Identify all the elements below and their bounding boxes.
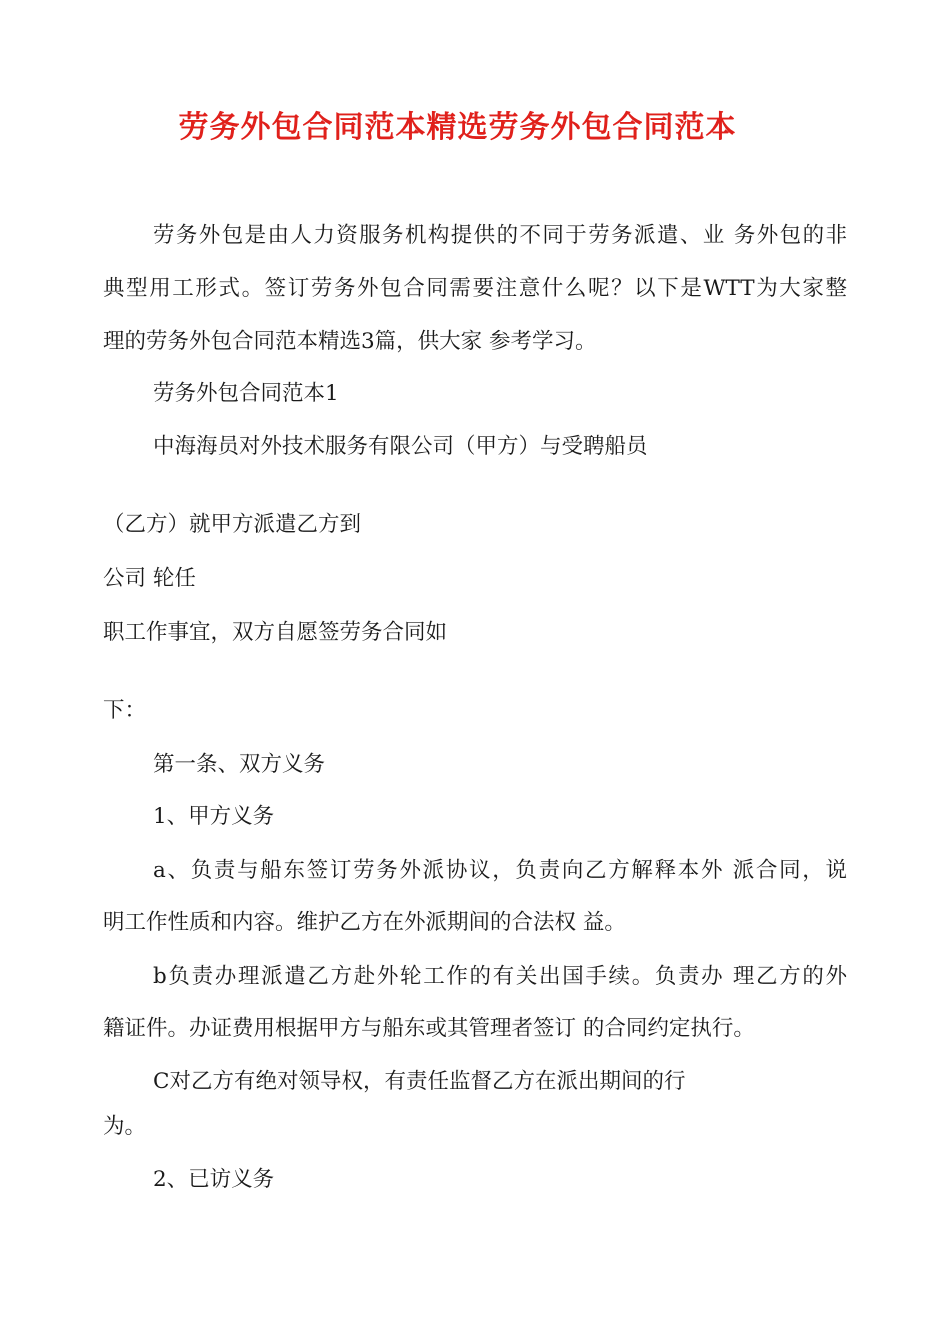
item-a-line-1: a、负责与船东签订劳务外派协议，负责向乙方解释本外 派合同，说 <box>153 858 847 883</box>
parties-line-4: 职工作事宜，双方自愿签劳务合同如 <box>103 620 448 645</box>
section-2-heading: 2、已访义务 <box>153 1167 275 1192</box>
parties-line-3: 公司 轮任 <box>103 566 196 591</box>
intro-line-3: 理的劳务外包合同范本精选3篇，供大家 参考学习。 <box>103 329 597 354</box>
section-1-heading: 1、甲方义务 <box>153 804 275 829</box>
document-title: 劳务外包合同范本精选劳务外包合同范本 <box>178 110 737 145</box>
item-c-line-1: C对乙方有绝对领导权，有责任监督乙方在派出期间的行 <box>153 1069 686 1094</box>
parties-line-2: （乙方）就甲方派遣乙方到 <box>103 512 362 537</box>
article-1-heading: 第一条、双方义务 <box>153 752 326 777</box>
parties-line-5: 下： <box>103 698 147 723</box>
intro-line-2: 典型用工形式。签订劳务外包合同需要注意什么呢？以下是WTT为大家整 <box>103 276 847 301</box>
item-b-line-1: b负责办理派遣乙方赴外轮工作的有关出国手续。负责办 理乙方的外 <box>153 964 847 989</box>
contract-heading: 劳务外包合同范本1 <box>153 381 339 406</box>
intro-line-1: 劳务外包是由人力资服务机构提供的不同于劳务派遣、业 务外包的非 <box>153 223 847 248</box>
item-b-line-2: 籍证件。办证费用根据甲方与船东或其管理者签订 的合同约定执行。 <box>103 1016 755 1041</box>
item-c-line-2: 为。 <box>103 1114 147 1139</box>
item-a-line-2: 明工作性质和内容。维护乙方在外派期间的合法权 益。 <box>103 910 626 935</box>
parties-line-1: 中海海员对外技术服务有限公司（甲方）与受聘船员 <box>153 434 648 459</box>
